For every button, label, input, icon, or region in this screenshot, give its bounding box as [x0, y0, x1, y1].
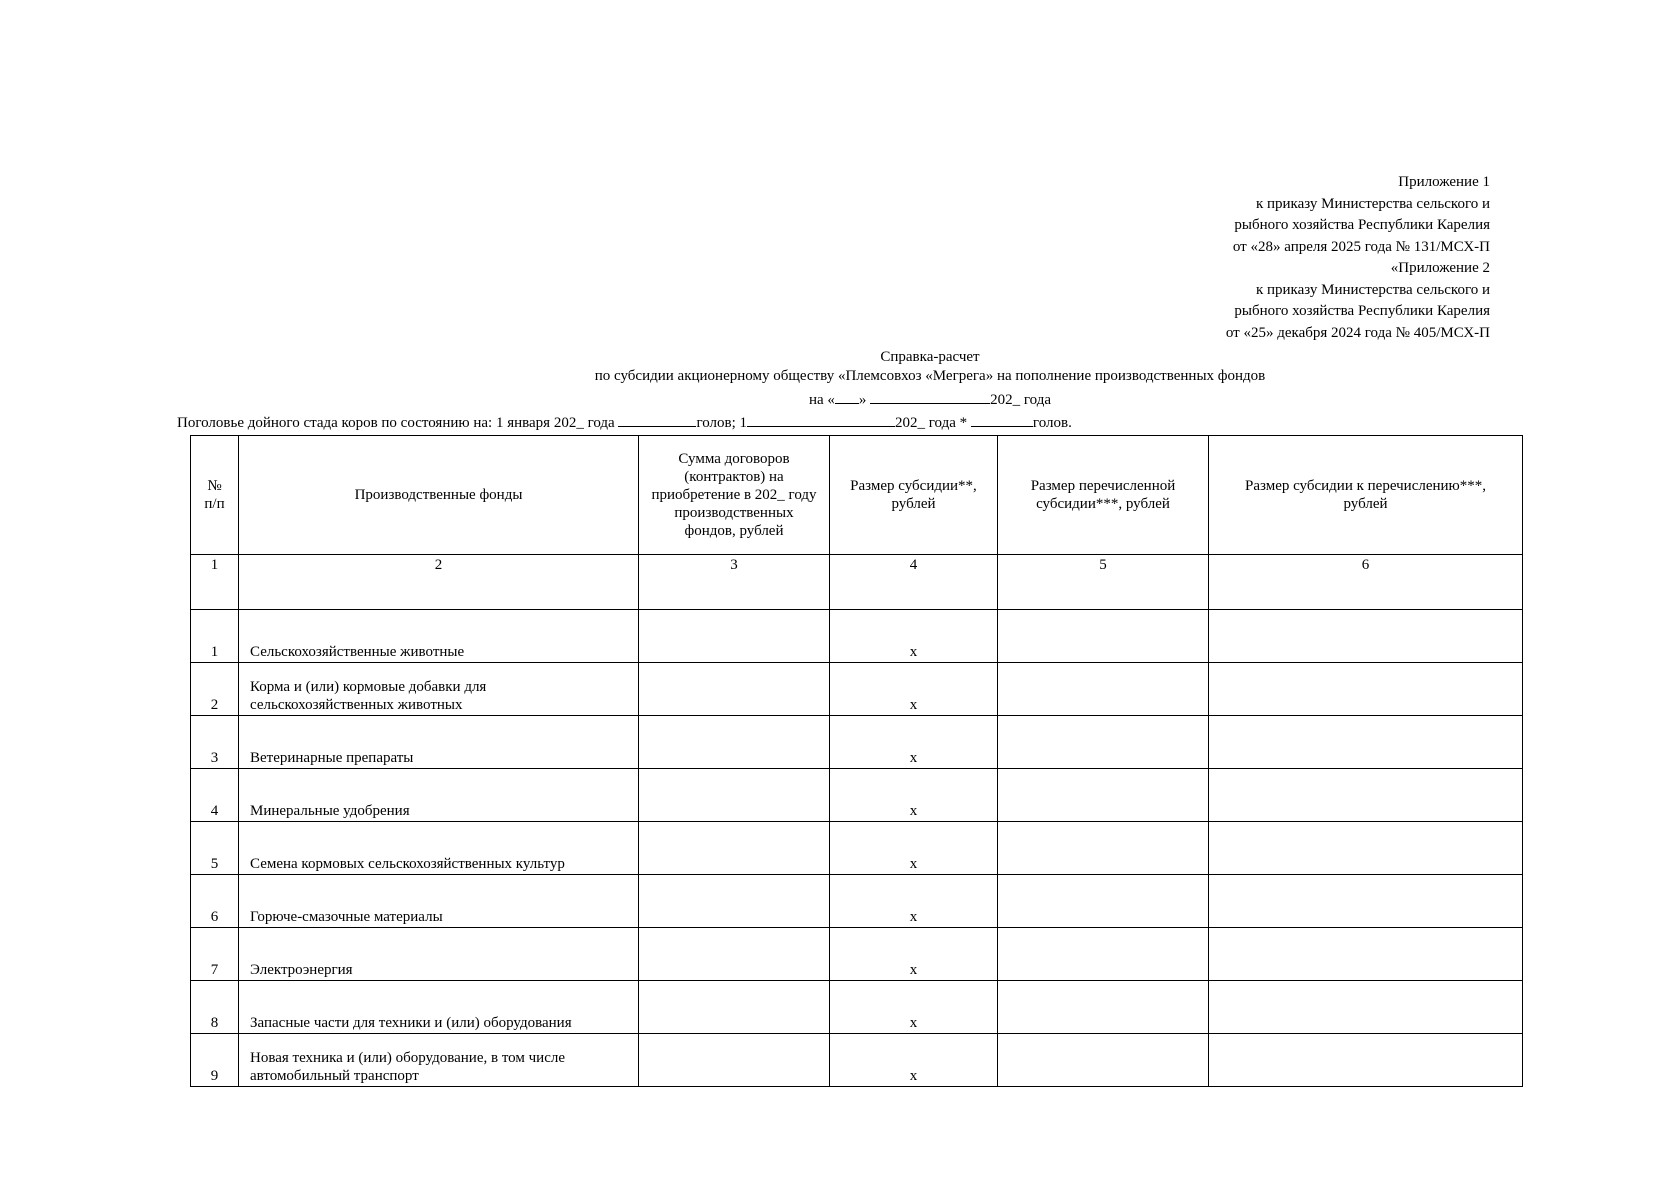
column-number: 1	[191, 555, 239, 610]
transferred-cell	[998, 981, 1209, 1034]
fund-name: Запасные части для техники и (или) оборудования	[239, 981, 639, 1034]
contract-sum-cell	[639, 1034, 830, 1087]
table-row	[191, 822, 1523, 875]
column-number: 2	[239, 555, 639, 610]
table-row	[191, 716, 1523, 769]
date-prefix: на «	[808, 392, 835, 408]
month-blank	[870, 390, 990, 404]
table-row	[191, 610, 1523, 663]
contract-sum-cell	[639, 769, 830, 822]
herd-text-1: Поголовье дойного стада коров по состоянию на: 1 января 202_ года	[177, 415, 615, 431]
contract-sum-cell	[639, 716, 830, 769]
column-number-row	[191, 555, 1523, 610]
row-number: 3	[191, 716, 239, 769]
subsidy-size-cell: x	[830, 875, 998, 928]
title-date-line	[0, 390, 1663, 410]
to-transfer-cell	[1209, 822, 1523, 875]
transferred-cell	[998, 663, 1209, 716]
appendix-line: к приказу Министерства сельского и	[1255, 281, 1490, 298]
fund-name: Сельскохозяйственные животные	[239, 610, 639, 663]
to-transfer-cell	[1209, 663, 1523, 716]
herd-text-3: 202_ года *	[895, 415, 968, 431]
fund-name: Ветеринарные препараты	[239, 716, 639, 769]
herd-text-2: голов; 1	[696, 415, 748, 431]
to-transfer-cell	[1209, 769, 1523, 822]
column-number: 3	[639, 555, 830, 610]
header-subsidy-size-text: Размер субсидии**, рублей	[850, 478, 977, 512]
document-title	[0, 348, 1663, 410]
contract-sum-cell	[639, 981, 830, 1034]
subsidy-size-cell: x	[830, 822, 998, 875]
column-number: 4	[830, 555, 998, 610]
appendix-line: рыбного хозяйства Республики Карелия	[1234, 303, 1490, 319]
appendix-line: от «28» апреля 2025 года № 131/МСХ-П	[1232, 238, 1490, 255]
fund-name: Горюче-смазочные материалы	[239, 875, 639, 928]
contract-sum-cell	[639, 822, 830, 875]
row-number: 2	[191, 663, 239, 716]
header-transferred	[998, 436, 1209, 555]
transferred-cell	[998, 610, 1209, 663]
fund-name: Семена кормовых сельскохозяйственных культур	[239, 822, 639, 875]
column-number: 5	[998, 555, 1209, 610]
table-row	[191, 1034, 1523, 1087]
column-number: 6	[1209, 555, 1523, 610]
to-transfer-cell	[1209, 928, 1523, 981]
subsidy-table	[190, 435, 1523, 1087]
row-number: 8	[191, 981, 239, 1034]
header-subsidy-size	[830, 436, 998, 555]
contract-sum-cell	[639, 875, 830, 928]
to-transfer-cell	[1209, 875, 1523, 928]
row-number: 4	[191, 769, 239, 822]
subsidy-size-cell: x	[830, 928, 998, 981]
appendix-line: «Приложение 2	[1390, 260, 1490, 276]
to-transfer-cell	[1209, 981, 1523, 1034]
table-row	[191, 928, 1523, 981]
table-row	[191, 981, 1523, 1034]
header-num-text: № п/п	[204, 478, 225, 512]
to-transfer-cell	[1209, 716, 1523, 769]
fund-name: Электроэнергия	[239, 928, 639, 981]
header-transferred-text: Размер перечисленной субсидии***, рублей	[1030, 478, 1176, 512]
fund-name-text: Корма и (или) кормовые добавки для сельскохозяйственных животных	[250, 679, 487, 713]
fund-name-text: Новая техника и (или) оборудование, в том числе автомобильный транспорт	[250, 1050, 566, 1084]
to-transfer-cell	[1209, 610, 1523, 663]
table-row	[191, 663, 1523, 716]
transferred-cell	[998, 928, 1209, 981]
appendix-line: от «25» декабря 2024 года № 405/МСХ-П	[1225, 324, 1490, 341]
header-to-transfer	[1209, 436, 1523, 555]
table-row	[191, 875, 1523, 928]
header-to-transfer-text: Размер субсидии к перечислению***, рублей	[1244, 478, 1487, 512]
day-blank	[835, 390, 859, 404]
title-line-1: Справка-расчет	[880, 349, 980, 365]
herd-blank-1	[618, 413, 696, 427]
appendix-line: рыбного хозяйства Республики Карелия	[1234, 217, 1490, 233]
subsidy-size-cell: x	[830, 981, 998, 1034]
transferred-cell	[998, 716, 1209, 769]
fund-name	[239, 1034, 639, 1087]
herd-size-line	[177, 413, 1072, 432]
subsidy-size-cell: x	[830, 610, 998, 663]
header-contract-sum	[639, 436, 830, 555]
subsidy-size-cell: x	[830, 1034, 998, 1087]
herd-blank-3	[971, 413, 1033, 427]
table-row	[191, 769, 1523, 822]
transferred-cell	[998, 1034, 1209, 1087]
to-transfer-cell	[1209, 1034, 1523, 1087]
transferred-cell	[998, 822, 1209, 875]
contract-sum-cell	[639, 610, 830, 663]
subsidy-size-cell: x	[830, 663, 998, 716]
header-contract-sum-text: Сумма договоров (контрактов) на приобретение в 202_ году производственных фондов, рублей	[651, 451, 817, 539]
herd-blank-2	[747, 413, 895, 427]
row-number: 7	[191, 928, 239, 981]
title-line-2: по субсидии акционерному обществу «Племсовхоз «Мегрега» на пополнение производственных фондов	[594, 368, 1266, 384]
transferred-cell	[998, 769, 1209, 822]
contract-sum-cell	[639, 928, 830, 981]
fund-name: Минеральные удобрения	[239, 769, 639, 822]
date-suffix: 202_ года	[990, 392, 1052, 408]
date-mid: »	[858, 392, 867, 408]
fund-name	[239, 663, 639, 716]
contract-sum-cell	[639, 663, 830, 716]
appendix-line: к приказу Министерства сельского и	[1255, 195, 1490, 212]
subsidy-size-cell: x	[830, 716, 998, 769]
header-row	[191, 436, 1523, 555]
row-number: 9	[191, 1034, 239, 1087]
transferred-cell	[998, 875, 1209, 928]
appendix-header	[1030, 172, 1490, 344]
appendix-line: Приложение 1	[1398, 174, 1490, 190]
row-number: 6	[191, 875, 239, 928]
subsidy-size-cell: x	[830, 769, 998, 822]
row-number: 1	[191, 610, 239, 663]
row-number: 5	[191, 822, 239, 875]
header-num	[191, 436, 239, 555]
header-fund: Производственные фонды	[239, 436, 639, 555]
herd-text-4: голов.	[1032, 415, 1072, 431]
